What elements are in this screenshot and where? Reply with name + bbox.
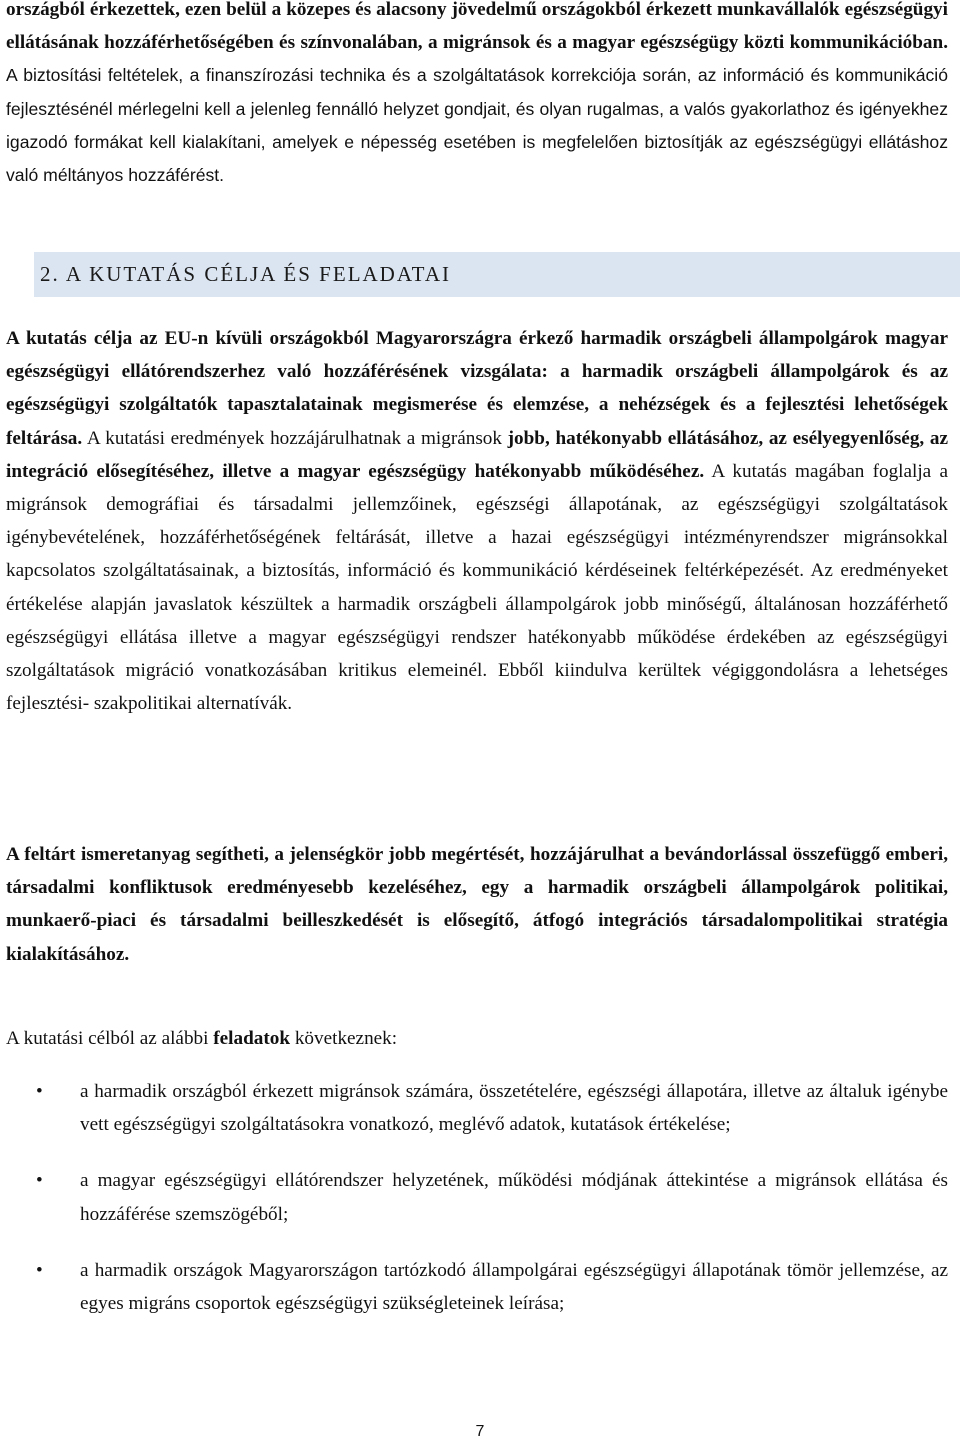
bullet-icon: • (36, 1081, 43, 1102)
task-item (6, 1254, 948, 1320)
tasks-intro-bold: feladatok (213, 1028, 291, 1049)
research-goal-paragraph (6, 322, 948, 720)
knowledge-paragraph (6, 838, 948, 971)
intro-paragraph (6, 0, 948, 192)
tasks-intro-before: A kutatási célból az alábbi (6, 1028, 209, 1049)
goal-bold-statement: A kutatás célja az EU-n kívüli országokból Magyarországra érkező harmadik országbeli állampolgárok magyar egészségügyi ellátórendszerhez való hozzáférésének vizsgálata: a harmadik országbeli állampolgárok és az egészségügyi szolgáltatók tapasztalatainak megismerése és elemzése, a nehézségek és a fejlesztési lehetőségek feltárása. (6, 328, 948, 449)
task-item-text: a harmadik országból érkezett migránsok számára, összetételére, egészségi állapotára, illetve az általuk igénybe vett egészségügyi szolgáltatásokra vonatkozó, meglévő adatok, kutatások értékelése; (80, 1081, 948, 1136)
task-item-text: a magyar egészségügyi ellátórendszer helyzetének, működési módjának áttekintése a migránsok ellátása és hozzáférése szemszögéből; (80, 1170, 948, 1225)
intro-regular-text: A biztosítási feltételek, a finanszírozási technika és a szolgáltatások korrekciója során, az információ és kommunikáció fejlesztésénél mérlegelni kell a jelenleg fennálló helyzet gondjait, és olyan rugalmas, a valós gyakorlathoz és igényekhez igazodó formákat kell kialakítani, amelyek e népesség esetében is megfelelően biztosítják az egészségügyi ellátáshoz való méltányos hozzáférést. (6, 65, 948, 186)
task-item-text: a harmadik országok Magyarországon tartózkodó állampolgárai egészségügyi állapotának tömör jellemzése, az egyes migráns csoportok egészségügyi szükségleteinek leírása; (80, 1259, 948, 1315)
intro-bold-lead: országból érkezettek, ezen belül a közepes és alacsony jövedelmű országokból érkezett munkavállalók egészségügyi ellátásának hozzáférhetőségében és színvonalában, a migránsok és a magyar egészségügy közti kommunikációban. (6, 0, 948, 54)
task-item (6, 1164, 948, 1230)
task-list (6, 1075, 948, 1343)
goal-bold-outcomes: jobb, hatékonyabb ellátásához, az esélyegyenlőség, az integráció elősegítéséhez, illetve a magyar egészségügy hatékonyabb működéséhez. (6, 427, 948, 482)
bullet-icon: • (36, 1259, 43, 1281)
goal-text-1: A kutatási eredmények hozzájárulhatnak a migránsok (86, 427, 502, 449)
goal-text-2: A kutatás magában foglalja a migránsok demográfiai és társadalmi jellemzőinek, egészségi állapotának, az egészségügyi szolgáltatások igénybevételének, hozzáférhetőségének feltárását, illetve a hazai egészségügyi intézményrendszer migránsokkal kapcsolatos szolgáltatásainak, a biztosítás, információ és kommunikáció kérdéseinek feltérképezését. Az eredményeket értékelése alapján javaslatok készültek a harmadik országbeli állampolgárok jobb minőségű, általánosan hozzáférhető egészségügyi ellátása illetve a magyar egészségügyi rendszer hatékonyabb működése érdekében az egészségügyi szolgáltatások migráció vonatkozásában kritikus elemeinél. Ebből kiindulva kerültek végiggondolásra a lehetséges fejlesztési- szakpolitikai alternatívák. (6, 460, 948, 715)
tasks-intro-after: következnek: (294, 1028, 398, 1049)
knowledge-bold-text: A feltárt ismeretanyag segítheti, a jelenségkör jobb megértését, hozzájárulhat a bevándorlással összefüggő emberi, társadalmi konfliktusok eredményesebb kezeléséhez, egy a harmadik országbeli állampolgárok politikai, munkaerő-piaci és társadalmi beilleszkedését is elősegítő, átfogó integrációs társadalompolitikai stratégia kialakításához. (6, 844, 948, 965)
section-heading: 2. A KUTATÁS CÉLJA ÉS FELADATAI (34, 252, 960, 297)
page-number: 7 (475, 1423, 485, 1440)
task-item (6, 1075, 948, 1141)
bullet-icon: • (36, 1170, 43, 1192)
tasks-intro-paragraph (6, 1022, 948, 1055)
